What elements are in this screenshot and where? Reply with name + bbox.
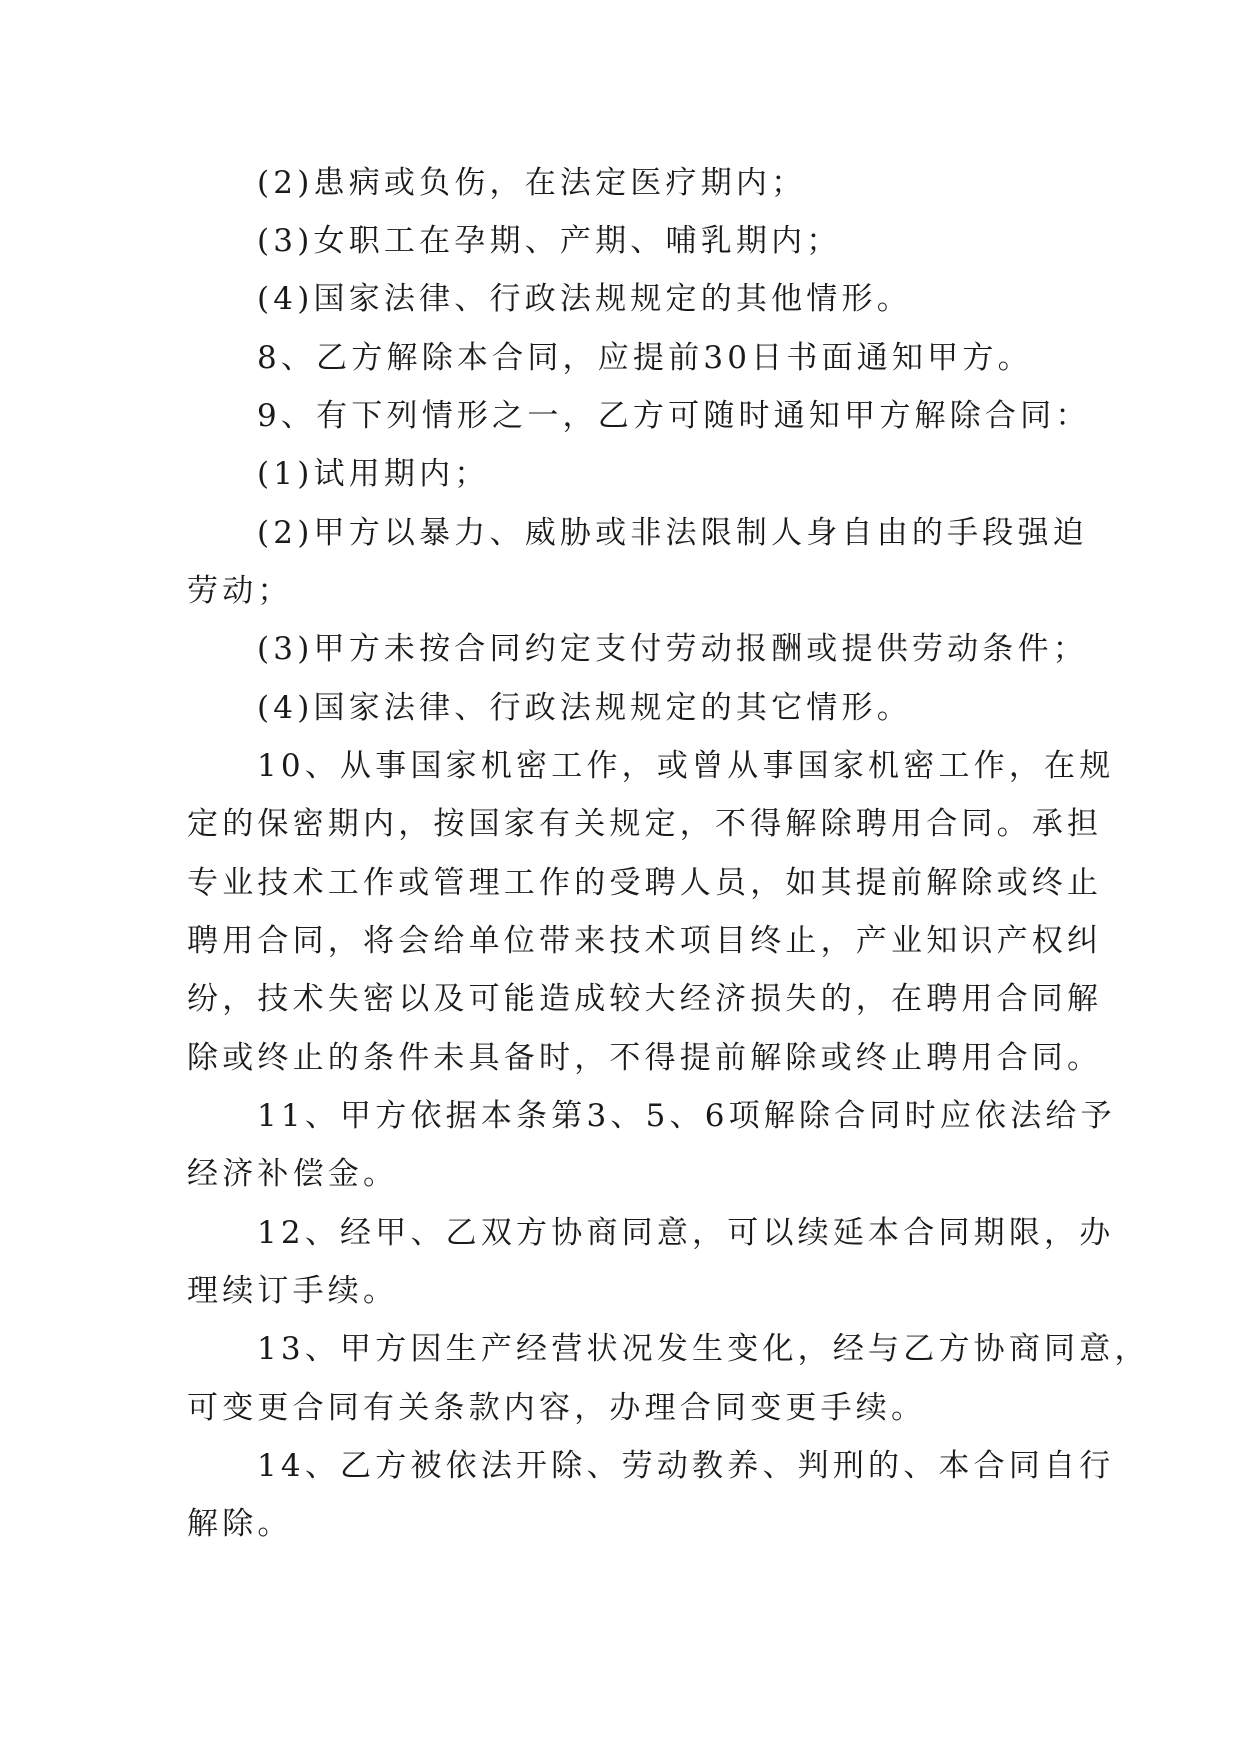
clause-9: 9、有下列情形之一，乙方可随时通知甲方解除合同： [257, 398, 1091, 434]
clause-9-item-2-line-1: (2)甲方以暴力、威胁或非法限制人身自由的手段强迫 [257, 515, 1088, 551]
clause-7-item-4: (4)国家法律、行政法规规定的其他情形。 [257, 281, 912, 317]
clause-11-line-1: 11、甲方依据本条第3、5、6项解除合同时应依法给予 [257, 1098, 1116, 1134]
clause-10-line-5: 纷，技术失密以及可能造成较大经济损失的，在聘用合同解 [187, 981, 1103, 1017]
clause-9-item-2-line-2: 劳动； [187, 573, 293, 609]
clause-14-line-2: 解除。 [187, 1506, 293, 1542]
clause-11-line-2: 经济补偿金。 [187, 1156, 399, 1192]
clause-8: 8、乙方解除本合同，应提前30日书面通知甲方。 [257, 340, 1033, 376]
clause-13-line-2: 可变更合同有关条款内容，办理合同变更手续。 [187, 1390, 927, 1426]
clause-13-line-1: 13、甲方因生产经营状况发生变化，经与乙方协商同意， [257, 1331, 1150, 1367]
clause-7-item-2: (2)患病或负伤，在法定医疗期内； [257, 165, 807, 201]
clause-14-line-1: 14、乙方被依法开除、劳动教养、判刑的、本合同自行 [257, 1448, 1115, 1484]
clause-9-item-4: (4)国家法律、行政法规规定的其它情形。 [257, 690, 912, 726]
clause-9-item-3: (3)甲方未按合同约定支付劳动报酬或提供劳动条件； [257, 631, 1088, 667]
clause-12-line-1: 12、经甲、乙双方协商同意，可以续延本合同期限，办 [257, 1215, 1115, 1251]
clause-10-line-2: 定的保密期内，按国家有关规定，不得解除聘用合同。承担 [187, 806, 1103, 842]
clause-12-line-2: 理续订手续。 [187, 1273, 399, 1309]
clause-10-line-1: 10、从事国家机密工作，或曾从事国家机密工作，在规 [257, 748, 1115, 784]
clause-10-line-4: 聘用合同，将会给单位带来技术项目终止，产业知识产权纠 [187, 923, 1103, 959]
clause-10-line-3: 专业技术工作或管理工作的受聘人员，如其提前解除或终止 [187, 865, 1103, 901]
clause-10-line-6: 除或终止的条件未具备时，不得提前解除或终止聘用合同。 [187, 1040, 1103, 1076]
clause-7-item-3: (3)女职工在孕期、产期、哺乳期内； [257, 223, 842, 259]
clause-9-item-1: (1)试用期内； [257, 456, 490, 492]
